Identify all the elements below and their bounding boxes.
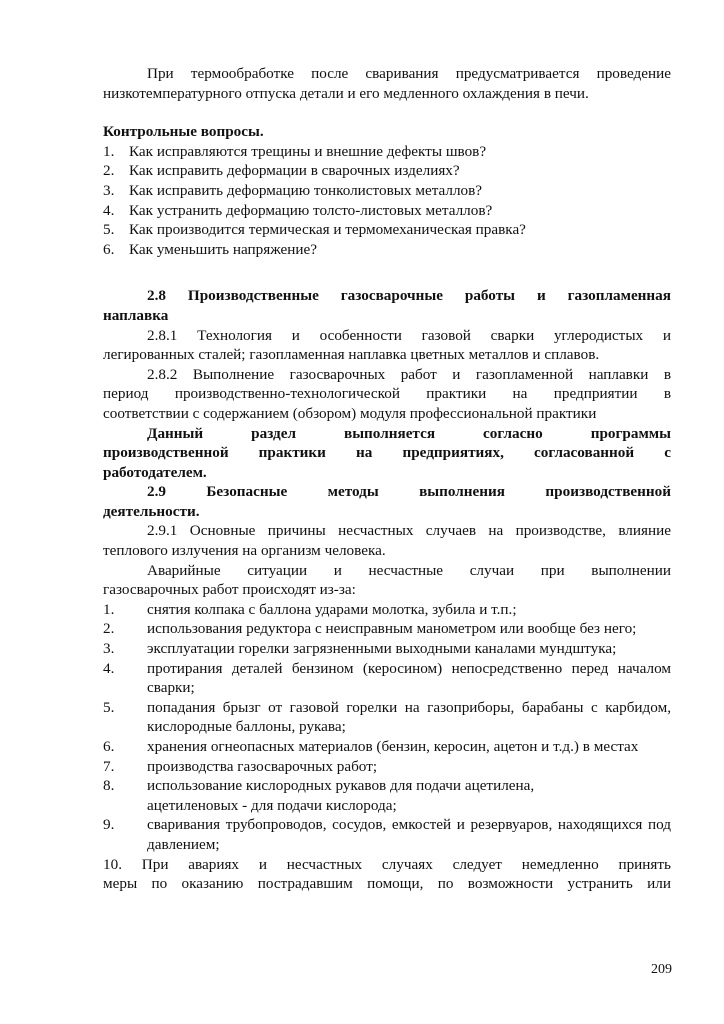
list-item (103, 737, 671, 757)
question-item (103, 220, 671, 240)
list-item-text: хранения огнеопасных материалов (бензин, керосин, ацетон и т.д.) в местах (147, 738, 639, 755)
list-item (103, 600, 671, 620)
list-item (103, 619, 671, 639)
item-10-line-1: 10. При авариях и несчастных случаях следует немедленно принять (103, 855, 671, 873)
list-item-number: 3. (103, 640, 115, 658)
question-text: Как уменьшить напряжение? (129, 240, 317, 258)
list-item-text: попадания брызг от газовой горелки на газоприборы, барабаны с карбидом, кислородные баллоны, рукава; (147, 698, 671, 736)
section-2-9-heading-line-2: деятельности. (103, 502, 200, 520)
list-item-number: 9. (103, 816, 115, 834)
section-2-8-note-line-1: Данный раздел выполняется согласно программы (147, 424, 671, 442)
section-2-8-2-line-3: соответствии с содержанием (обзором) модуля профессиональной практики (103, 404, 597, 422)
section-2-8-heading-line-1: 2.8 Производственные газосварочные работы и газопламенная (147, 287, 671, 305)
list-item-text: протирания деталей бензином (керосином) непосредственно перед началом сварки; (147, 659, 671, 697)
intro-line-1: При термообработке после сваривания предусматривается проведение (147, 65, 671, 82)
hazard-list (103, 600, 671, 855)
list-item (103, 776, 671, 796)
section-2-8-1-line-1: 2.8.1 Технология и особенности газовой сварки углеродистых и (147, 326, 671, 344)
list-item-number: 8. (103, 777, 115, 795)
section-2-8-note-line-3: работодателем. (103, 463, 207, 481)
question-item (103, 240, 671, 260)
question-item (103, 181, 671, 201)
list-item-number (103, 796, 147, 816)
list-item-text: использование кислородных рукавов для подачи ацетилена, (147, 777, 535, 795)
section-2-8-2-line-2: период производственно-технологической практики на предприятии в (103, 385, 671, 403)
question-item (103, 161, 671, 181)
section-2-8-1-line-2: легированных сталей; газопламенная наплавка цветных металлов и сплавов. (103, 346, 600, 364)
list-item-text: ацетиленовых - для подачи кислорода; (147, 796, 397, 814)
section-2-9-1-line-2: теплового излучения на организм человека. (103, 542, 386, 560)
questions-title: Контрольные вопросы. (103, 123, 264, 141)
intro-line-2: низкотемпературного отпуска детали и его медленного охлаждения в печи. (103, 84, 589, 102)
list-item-number: 7. (103, 757, 115, 775)
section-2-8-note-line-2: производственной практики на предприятиях, согласованной с (103, 444, 671, 462)
item-10-line-2: меры по оказанию пострадавшим помощи, по возможности устранить или (103, 875, 671, 893)
section-2-8-heading-line-2: наплавка (103, 306, 169, 324)
question-text: Как исправить деформации в сварочных изделиях? (129, 162, 460, 180)
list-item (103, 698, 671, 737)
list-item-text: производства газосварочных работ; (147, 757, 378, 775)
list-item-text: эксплуатации горелки загрязненными выходными каналами мундштука; (147, 640, 617, 658)
list-item-text: снятия колпака с баллона ударами молотка, зубила и т.п.; (147, 600, 517, 618)
question-number: 3. (103, 181, 115, 199)
list-item-number: 6. (103, 738, 115, 755)
section-2-9-heading-line-1: 2.9 Безопасные методы выполнения производственной (147, 483, 671, 501)
list-item-number: 5. (103, 698, 115, 716)
list-item-text: использования редуктора с неисправным манометром или вообще без него; (147, 620, 637, 638)
list-item-text: сваривания трубопроводов, сосудов, емкостей и резервуаров, находящихся под давлением; (147, 816, 671, 853)
question-number: 1. (103, 142, 115, 160)
list-item (103, 659, 671, 698)
section-2-9-intro-line-1: Аварийные ситуации и несчастные случаи при выполнении (147, 561, 671, 579)
question-number: 2. (103, 162, 115, 180)
list-item (103, 815, 671, 854)
question-item (103, 142, 671, 162)
section-2-9-intro-line-2: газосварочных работ происходят из-за: (103, 581, 356, 599)
section-2-9-1-line-1: 2.9.1 Основные причины несчастных случаев на производстве, влияние (147, 522, 671, 540)
page-number: 209 (651, 962, 672, 977)
document-page (103, 64, 671, 894)
list-item-number: 2. (103, 620, 115, 638)
list-item-number: 4. (103, 659, 115, 677)
questions-list (103, 142, 671, 260)
question-text: Как исправляются трещины и внешние дефекты швов? (129, 142, 487, 160)
question-text: Как производится термическая и термомеханическая правка? (129, 221, 526, 239)
question-text: Как исправить деформацию тонколистовых металлов? (129, 181, 483, 199)
section-2-8-2-line-1: 2.8.2 Выполнение газосварочных работ и газопламенной наплавки в (147, 365, 671, 383)
question-text: Как устранить деформацию толсто-листовых металлов? (129, 201, 493, 219)
list-item (103, 639, 671, 659)
list-item (103, 796, 671, 816)
question-number: 6. (103, 240, 115, 258)
list-item (103, 757, 671, 777)
list-item-number: 1. (103, 600, 115, 618)
question-number: 4. (103, 201, 115, 219)
question-item (103, 201, 671, 221)
question-number: 5. (103, 221, 115, 239)
